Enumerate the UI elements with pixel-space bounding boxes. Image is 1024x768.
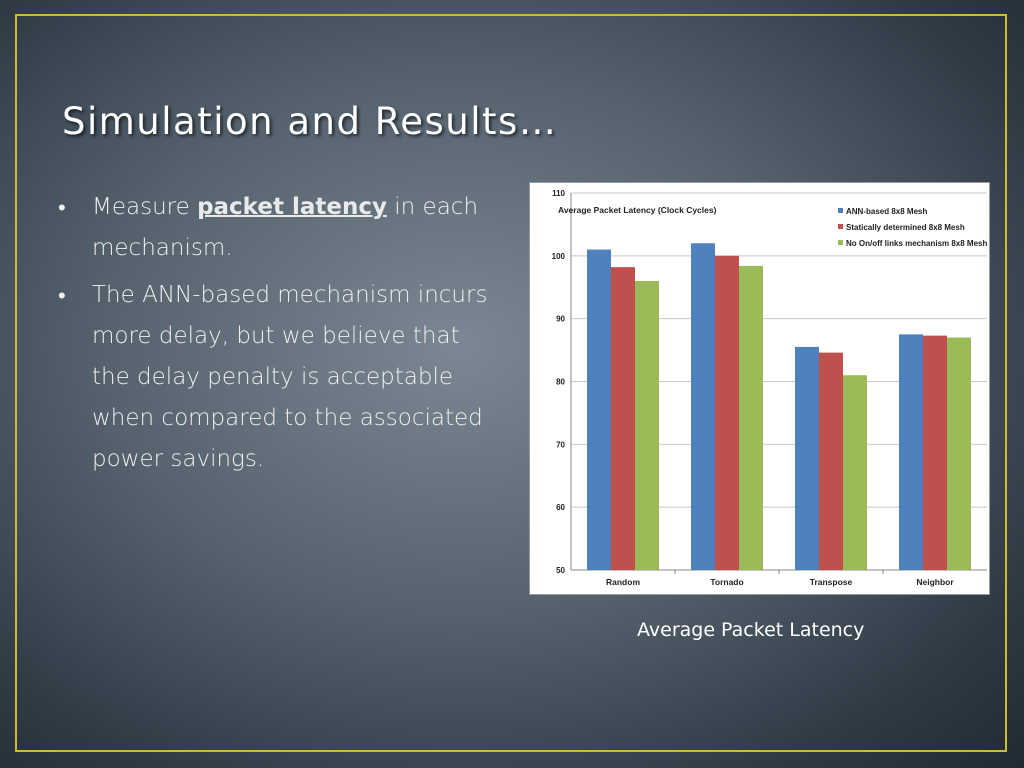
bar [715, 256, 739, 570]
bullet-text [92, 187, 498, 269]
y-tick-label: 70 [556, 440, 565, 450]
chart-title: Average Packet Latency (Clock Cycles) [558, 205, 717, 215]
bar-chart [530, 183, 989, 594]
bar [947, 338, 971, 570]
y-tick-label: 50 [556, 566, 565, 575]
legend-swatch [838, 240, 843, 245]
bullet-marker: • [58, 195, 66, 220]
bar [899, 334, 923, 570]
bar [611, 267, 635, 570]
bar [691, 243, 715, 570]
bar [739, 266, 763, 570]
x-tick-label: Tornado [710, 577, 744, 587]
bullet-text [92, 275, 498, 480]
x-tick-label: Neighbor [916, 577, 954, 587]
x-tick-label: Transpose [809, 577, 853, 587]
bar [843, 375, 867, 570]
legend-label: Statically determined 8x8 Mesh [846, 223, 965, 232]
y-tick-label: 90 [556, 314, 565, 324]
legend-label: ANN-based 8x8 Mesh [846, 207, 928, 216]
legend-swatch [838, 224, 843, 229]
bullet-text-pre: The ANN-based mechanism incurs more delay, but we believe that the delay penalty is acceptable when compared to the associated power savings. [92, 282, 488, 472]
legend-label: No On/off links mechanism 8x8 Mesh [846, 239, 988, 248]
bar [819, 353, 843, 570]
y-tick-label: 60 [556, 503, 565, 513]
legend-swatch [838, 208, 843, 213]
bullet-text-pre: Measure [92, 194, 198, 220]
chart-container [529, 182, 990, 595]
bullet-list [58, 187, 498, 486]
y-tick-label: 100 [551, 251, 565, 261]
bullet-item [58, 275, 498, 480]
slide-title: Simulation and Results… [62, 100, 558, 143]
bullet-marker: • [58, 283, 66, 308]
bar [795, 347, 819, 570]
bullet-text-emphasis: packet latency [197, 194, 387, 220]
chart-caption: Average Packet Latency [637, 619, 865, 641]
y-tick-label: 110 [552, 189, 565, 198]
bar [587, 250, 611, 570]
x-tick-label: Random [606, 577, 640, 587]
bar [635, 281, 659, 570]
bar [923, 336, 947, 570]
y-tick-label: 80 [556, 377, 565, 387]
bullet-text-post: in each mechanism. [92, 194, 479, 261]
bullet-item [58, 187, 498, 269]
